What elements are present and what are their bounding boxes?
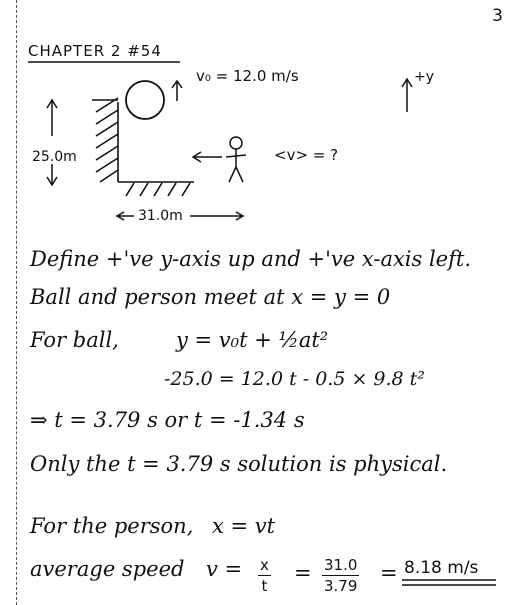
average-velocity-label: <v> = ?: [274, 146, 339, 164]
for-ball-label: For ball,: [30, 328, 119, 352]
fraction-x-over-t: [258, 556, 271, 595]
physical-solution-line: Only the t = 3.79 s solution is physical.: [30, 452, 448, 476]
ball: [126, 81, 164, 119]
page-number: 3: [492, 6, 503, 26]
meeting-point-line: Ball and person meet at x = y = 0: [30, 285, 391, 309]
person-equation: x = vt: [212, 514, 276, 538]
ball-equation: y = v₀t + ½at²: [176, 328, 329, 352]
cliff: [92, 98, 194, 196]
equals-sign: =: [380, 561, 398, 585]
for-person-label: For the person,: [30, 514, 194, 538]
fraction-values: [322, 556, 359, 595]
height-dimension: [47, 100, 57, 185]
y-axis-label: +y: [414, 69, 435, 85]
fraction-denominator: 3.79: [324, 577, 358, 595]
average-speed-label: average speed: [30, 557, 185, 581]
fraction-denominator: t: [261, 577, 268, 595]
solutions-line: ⇒ t = 3.79 s or t = -1.34 s: [30, 408, 305, 432]
speed-symbol: v =: [206, 557, 243, 581]
distance-label: 31.0m: [138, 208, 183, 224]
final-answer: 8.18 m/s: [404, 558, 479, 578]
chapter-heading: CHAPTER 2 #54: [28, 42, 162, 60]
height-label: 25.0m: [32, 149, 77, 165]
fraction-numerator: 31.0: [324, 556, 358, 574]
initial-velocity-label: v₀ = 12.0 m/s: [196, 67, 299, 85]
equals-sign: =: [294, 561, 312, 585]
ball-velocity-arrow: [172, 81, 182, 101]
y-axis-arrow: [402, 79, 412, 112]
person-arrow: [193, 152, 222, 162]
substituted-equation: -25.0 = 12.0 t - 0.5 × 9.8 t²: [164, 368, 425, 390]
define-axes-line: Define +'ve y-axis up and +'ve x-axis left.: [30, 247, 471, 271]
answer-underline: [402, 580, 496, 585]
fraction-numerator: x: [260, 556, 269, 574]
person: [226, 137, 246, 182]
